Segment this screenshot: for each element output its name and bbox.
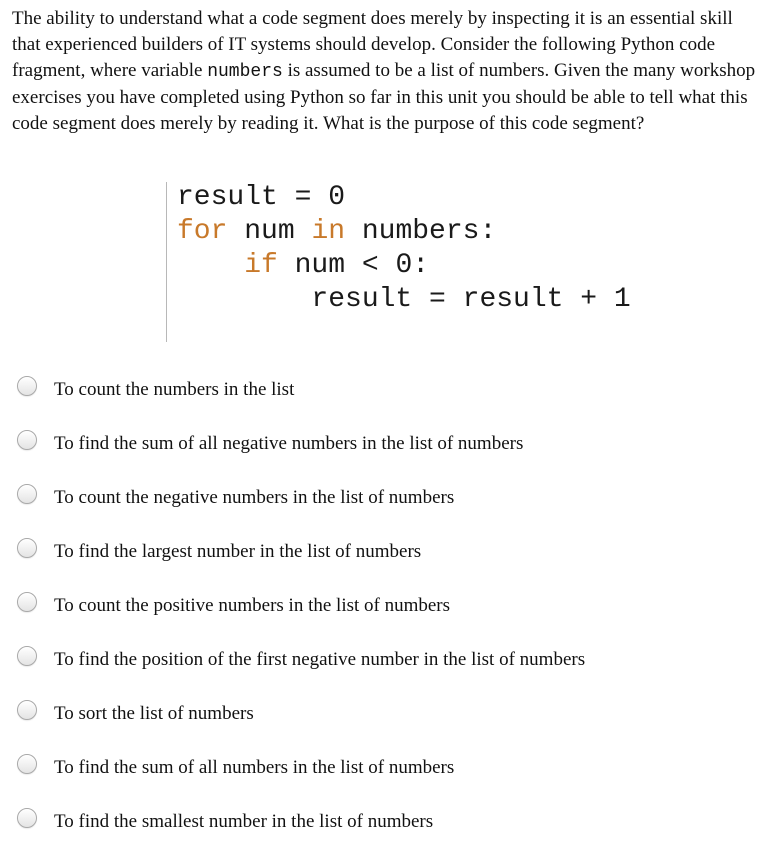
option-2[interactable] xyxy=(14,430,754,464)
option-6-label[interactable]: To find the position of the first negative number in the list of numbers xyxy=(54,649,586,670)
question-text-part-2: is assumed to be a list of numbers. Given the many workshop exercises you have completed using Python so far in this unit you should be able to tell what this code segment does merely by reading it. What is the purpose of this code segment? xyxy=(12,60,756,134)
option-9[interactable] xyxy=(14,808,754,842)
inline-code-numbers: numbers xyxy=(207,62,283,82)
keyword-if: if xyxy=(244,250,278,281)
option-1-label[interactable]: To count the numbers in the list xyxy=(54,379,295,400)
option-1[interactable] xyxy=(14,376,754,410)
option-5-label[interactable]: To count the positive numbers in the list of numbers xyxy=(54,595,451,616)
keyword-in: in xyxy=(311,216,346,247)
radio-button-icon[interactable] xyxy=(17,376,37,396)
code-line-2-rest: numbers: xyxy=(345,216,497,247)
option-7[interactable] xyxy=(14,700,754,734)
option-3-label[interactable]: To count the negative numbers in the list of numbers xyxy=(54,487,455,508)
radio-button-icon[interactable] xyxy=(17,538,37,558)
radio-button-icon[interactable] xyxy=(17,430,37,450)
code-line-3-rest: num < 0: xyxy=(277,250,430,281)
radio-button-icon[interactable] xyxy=(17,592,37,612)
option-7-label[interactable]: To sort the list of numbers xyxy=(54,703,254,724)
option-8[interactable] xyxy=(14,754,754,788)
option-6[interactable] xyxy=(14,646,754,680)
radio-button-icon[interactable] xyxy=(17,808,37,828)
option-8-label[interactable]: To find the sum of all numbers in the list of numbers xyxy=(54,757,455,778)
option-5[interactable] xyxy=(14,592,754,626)
option-4-label[interactable]: To find the largest number in the list of numbers xyxy=(54,541,422,562)
code-line-4-text: result = result + 1 xyxy=(177,284,631,315)
keyword-for: for xyxy=(177,216,228,247)
code-line-1-text: result = 0 xyxy=(177,182,346,213)
option-9-label[interactable]: To find the smallest number in the list of numbers xyxy=(54,811,434,832)
radio-button-icon[interactable] xyxy=(17,754,37,774)
question-text-part-1: The ability to understand what a code segment does merely by inspecting it is an essential skill that experienced builders of IT systems should develop. Consider the following Python code fragment, where variable xyxy=(12,8,733,81)
radio-button-icon[interactable] xyxy=(17,700,37,720)
option-3[interactable] xyxy=(14,484,754,518)
option-4[interactable] xyxy=(14,538,754,572)
code-line-2-var: num xyxy=(227,216,312,247)
radio-button-icon[interactable] xyxy=(17,646,37,666)
option-2-label[interactable]: To find the sum of all negative numbers in the list of numbers xyxy=(54,433,524,454)
radio-button-icon[interactable] xyxy=(17,484,37,504)
